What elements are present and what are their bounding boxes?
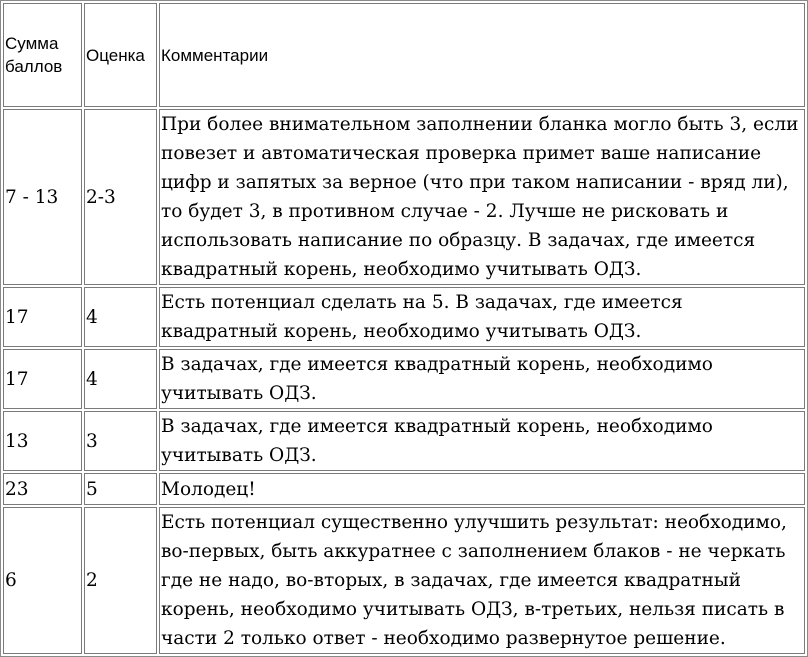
table-row bbox=[3, 349, 805, 409]
header-comments: Комментарии bbox=[159, 3, 805, 107]
grade-cell: 3 bbox=[84, 411, 157, 471]
comment-cell: В задачах, где имеется квадратный корень, необходимо учитывать ОДЗ. bbox=[159, 349, 805, 409]
grade-cell: 4 bbox=[84, 349, 157, 409]
grade-cell: 2 bbox=[84, 507, 157, 654]
table-row bbox=[3, 287, 805, 347]
comment-cell: В задачах, где имеется квадратный корень, необходимо учитывать ОДЗ. bbox=[159, 411, 805, 471]
score-cell: 23 bbox=[3, 473, 82, 505]
table-row bbox=[3, 507, 805, 654]
score-cell: 17 bbox=[3, 349, 82, 409]
comment-cell: Есть потенциал сделать на 5. В задачах, где имеется квадратный корень, необходимо учитывать ОДЗ. bbox=[159, 287, 805, 347]
header-grade: Оценка bbox=[84, 3, 157, 107]
header-row bbox=[3, 3, 805, 107]
grade-cell: 4 bbox=[84, 287, 157, 347]
grade-cell: 2-3 bbox=[84, 109, 157, 285]
score-cell: 7 - 13 bbox=[3, 109, 82, 285]
comment-cell: Молодец! bbox=[159, 473, 805, 505]
comment-cell: Есть потенциал существенно улучшить результат: необходимо, во-первых, быть аккуратнее с заполнением блаков - не черкать где не надо, во-вторых, в задачах, где имеется квадратный корень, необходимо учитывать ОДЗ, в-третьих, нельзя писать в части 2 только ответ - необходимо развернутое решение. bbox=[159, 507, 805, 654]
comment-cell: При более внимательном заполнении бланка могло быть 3, если повезет и автоматическая проверка примет ваше написание цифр и запятых за верное (что при таком написании - вряд ли), то будет 3, в противном случае - 2. Лучше не рисковать и использовать написание по образцу. В задачах, где имеется квадратный корень, необходимо учитывать ОДЗ. bbox=[159, 109, 805, 285]
table-row bbox=[3, 109, 805, 285]
score-cell: 17 bbox=[3, 287, 82, 347]
table-row bbox=[3, 473, 805, 505]
header-score: Сумма баллов bbox=[3, 3, 82, 107]
table-row bbox=[3, 411, 805, 471]
grade-cell: 5 bbox=[84, 473, 157, 505]
score-cell: 6 bbox=[3, 507, 82, 654]
score-cell: 13 bbox=[3, 411, 82, 471]
